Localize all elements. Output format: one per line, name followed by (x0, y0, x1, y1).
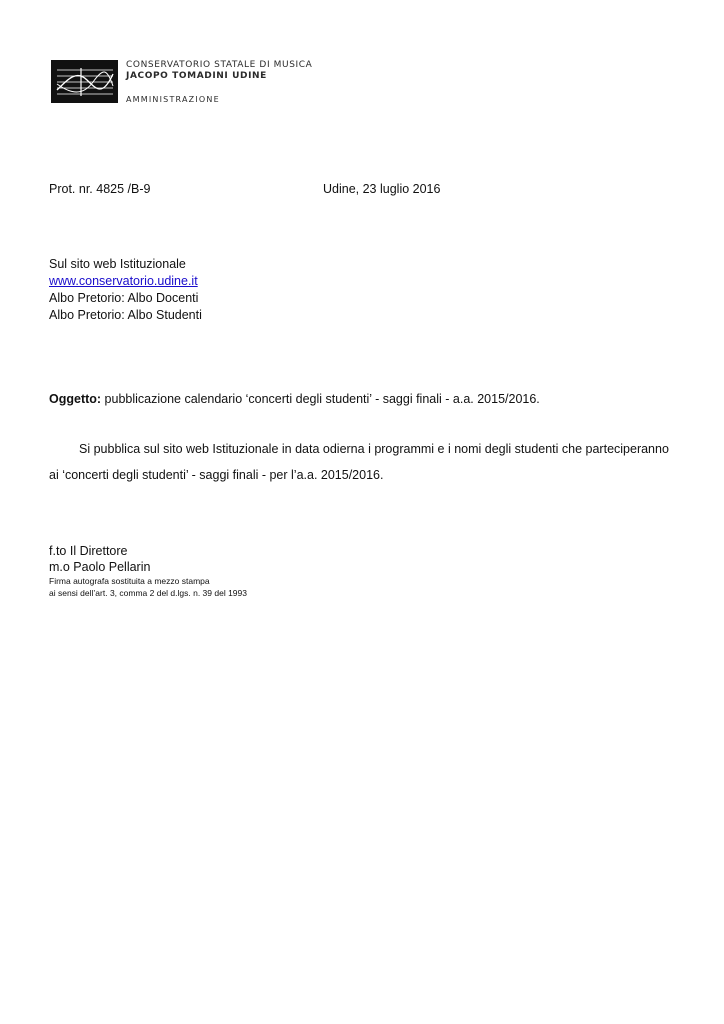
signature-note: ai sensi dell’art. 3, comma 2 del d.lgs. n. 39 del 1993 (49, 588, 247, 598)
body-paragraph-line: Si pubblica sul sito web Istituzionale in data odierna i programmi e i nomi degli studenti che parteciperanno (79, 442, 669, 456)
signature-note: Firma autografa sostituita a mezzo stampa (49, 576, 210, 586)
body-paragraph-line: ai ‘concerti degli studenti’ - saggi finali - per l’a.a. 2015/2016. (49, 468, 384, 482)
signature-name: m.o Paolo Pellarin (49, 560, 151, 574)
website-link[interactable]: www.conservatorio.udine.it (49, 274, 198, 288)
recipient-line: Albo Pretorio: Albo Studenti (49, 308, 202, 322)
letterhead-institution: CONSERVATORIO STATALE DI MUSICA (126, 60, 313, 70)
subject-line (49, 391, 540, 407)
recipient-line: Sul sito web Istituzionale (49, 257, 186, 271)
subject-text: pubblicazione calendario ‘concerti degli studenti’ - saggi finali - a.a. 2015/2016. (101, 392, 540, 406)
subject-label: Oggetto: (49, 392, 102, 406)
letterhead-department: AMMINISTRAZIONE (126, 95, 220, 104)
letterhead-name: JACOPO TOMADINI UDINE (126, 71, 267, 81)
staff-wave-logo-icon (51, 60, 118, 103)
protocol-number: Prot. nr. 4825 /B-9 (49, 182, 151, 196)
recipient-line: Albo Pretorio: Albo Docenti (49, 291, 199, 305)
signature-title: f.to Il Direttore (49, 544, 128, 558)
document-date: Udine, 23 luglio 2016 (323, 182, 441, 196)
